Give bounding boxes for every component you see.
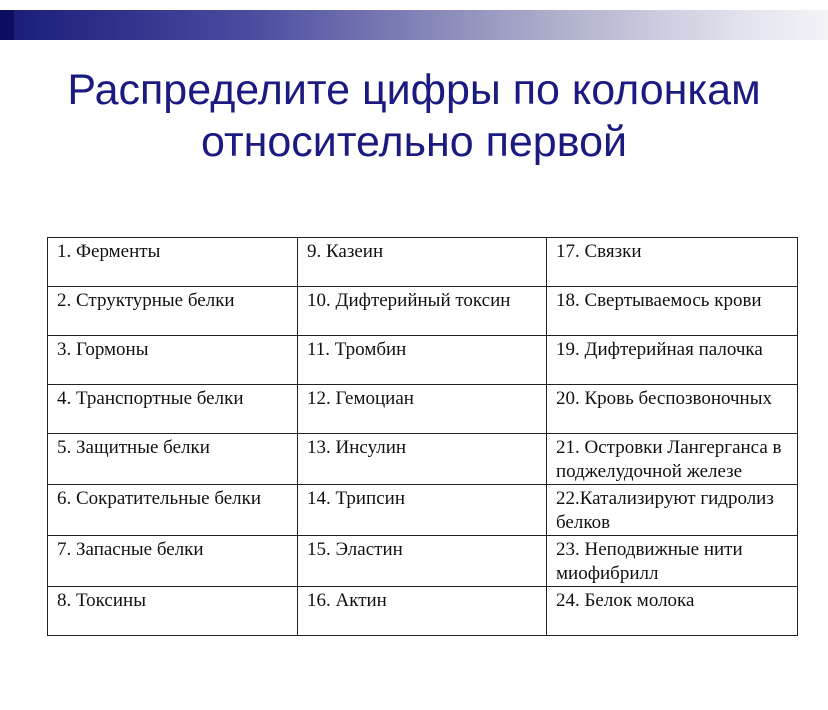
- table-cell: 13. Инсулин: [298, 434, 547, 485]
- table-cell: 4. Транспортные белки: [48, 385, 298, 434]
- table-row: [48, 536, 798, 587]
- table-cell: 21. Островки Лангерганса в поджелудочной железе: [547, 434, 798, 485]
- matching-table: [47, 237, 798, 636]
- table-cell: 15. Эластин: [298, 536, 547, 587]
- table-cell: 17. Связки: [547, 238, 798, 287]
- table-cell: 23. Неподвижные нити миофибрилл: [547, 536, 798, 587]
- table-row: [48, 385, 798, 434]
- header-accent-block: [0, 10, 14, 40]
- table-cell: 2. Структурные белки: [48, 287, 298, 336]
- table-cell: 20. Кровь беспозвоночных: [547, 385, 798, 434]
- table-cell: 24. Белок молока: [547, 587, 798, 636]
- table-row: [48, 485, 798, 536]
- table-cell: 10. Дифтерийный токсин: [298, 287, 547, 336]
- table-cell: 12. Гемоциан: [298, 385, 547, 434]
- slide-title-line-2: относительно первой: [200, 118, 628, 166]
- table-cell: 22.Катализируют гидролиз белков: [547, 485, 798, 536]
- table-cell: 7. Запасные белки: [48, 536, 298, 587]
- table-cell: 6. Сократительные белки: [48, 485, 298, 536]
- slide-title: [0, 64, 828, 168]
- table-cell: 3. Гормоны: [48, 336, 298, 385]
- slide-title-line-1: Распределите цифры по колонкам: [67, 66, 761, 114]
- table-row: [48, 336, 798, 385]
- table-row: [48, 287, 798, 336]
- table-cell: 8. Токсины: [48, 587, 298, 636]
- table-row: [48, 434, 798, 485]
- table-cell: 18. Свертываемось крови: [547, 287, 798, 336]
- table-cell: 19. Дифтерийная палочка: [547, 336, 798, 385]
- table-cell: 5. Защитные белки: [48, 434, 298, 485]
- table-row: [48, 238, 798, 287]
- table-cell: 11. Тромбин: [298, 336, 547, 385]
- header-gradient-bar: [0, 10, 828, 40]
- table-cell: 14. Трипсин: [298, 485, 547, 536]
- table-cell: 9. Казеин: [298, 238, 547, 287]
- table-row: [48, 587, 798, 636]
- table-cell: 16. Актин: [298, 587, 547, 636]
- table-cell: 1. Ферменты: [48, 238, 298, 287]
